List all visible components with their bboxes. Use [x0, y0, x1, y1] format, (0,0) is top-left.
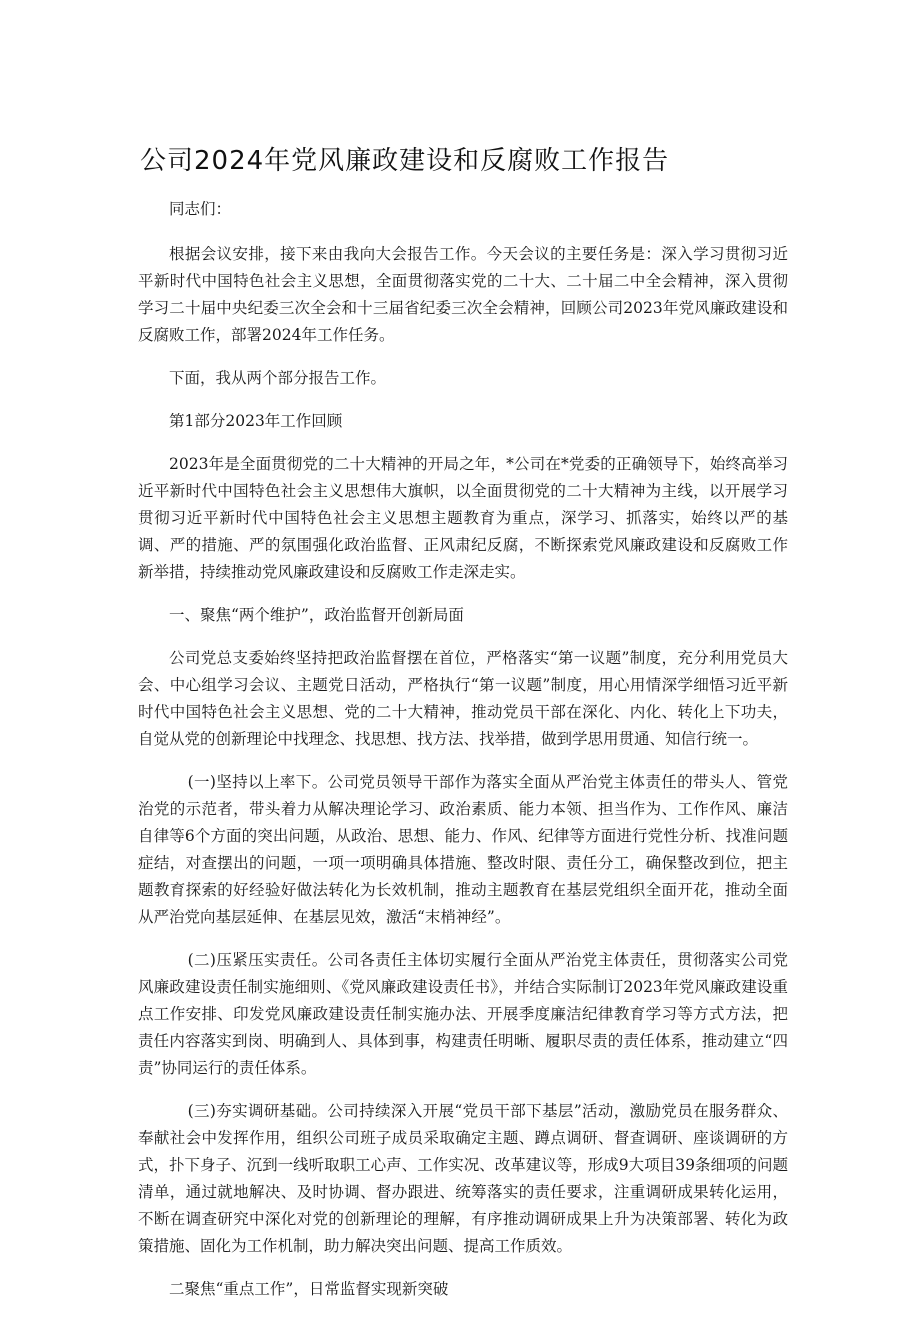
paragraph-outline: 下面，我从两个部分报告工作。 — [169, 369, 387, 387]
subsection-3: (三)夯实调研基础。公司持续深入开展“党员干部下基层”活动，激励党员在服务群众、奉献社会中发挥作用，组织公司班子成员采取确定主题、蹲点调研、督查调研、座谈调研的方式，扑下身子、沉到一线听取职工心声、工作实况、改革建议等，形成9大项目39条细项的问题清单，通过就地解决、及时协调、督办跟进、统筹落实的责任要求，注重调研成果转化运用，不断在调查研究中深化对党的创新理论的理解，有序推动调研成果上升为决策部署、转化为政策措施、固化为工作机制，助力解决突出问题、提高工作质效。 — [138, 1102, 788, 1255]
section-heading-2: 二聚焦“重点工作”，日常监督实现新突破 — [169, 1280, 449, 1298]
subsection-1: (一)坚持以上率下。公司党员领导干部作为落实全面从严治党主体责任的带头人、管党治党的示范者，带头着力从解决理论学习、政治素质、能力本领、担当作为、工作作风、廉洁自律等6个方面的突出问题，从政治、思想、能力、作风、纪律等方面进行党性分析、找准问题症结，对查摆出的问题，一项一项明确具体措施、整改时限、责任分工，确保整改到位，把主题教育探索的好经验好做法转化为长效机制，推动主题教育在基层党组织全面开花，推动全面从严治党向基层延伸、在基层见效，激活“末梢神经”。 — [138, 773, 788, 926]
paragraph-intro: 根据会议安排，接下来由我向大会报告工作。今天会议的主要任务是：深入学习贯彻习近平新时代中国特色社会主义思想，全面贯彻落实党的二十大、二十届二中全会精神，深入贯彻学习二十届中央纪委三次全会和十三届省纪委三次全会精神，回顾公司2023年党风廉政建设和反腐败工作，部署2024年工作任务。 — [138, 245, 788, 344]
part-heading: 第1部分2023年工作回顾 — [169, 412, 343, 430]
paragraph-political-supervision: 公司党总支委始终坚持把政治监督摆在首位，严格落实“第一议题”制度，充分利用党员大会、中心组学习会议、主题党日活动，严格执行“第一议题”制度，用心用情深学细悟习近平新时代中国特色社会主义思想、党的二十大精神，推动党员干部在深化、内化、转化上下功夫，自觉从党的创新理论中找理念、找思想、找方法、找举措，做到学思用贯通、知信行统一。 — [138, 649, 788, 748]
document-body — [138, 196, 788, 1319]
paragraph-review: 2023年是全面贯彻党的二十大精神的开局之年，*公司在*党委的正确领导下，始终高举习近平新时代中国特色社会主义思想伟大旗帜，以全面贯彻党的二十大精神为主线，以开展学习贯彻习近平新时代中国特色社会主义思想主题教育为重点，深学习、抓落实，始终以严的基调、严的措施、严的氛围强化政治监督、正风肃纪反腐，不断探索党风廉政建设和反腐败工作新举措，持续推动党风廉政建设和反腐败工作走深走实。 — [138, 455, 788, 581]
document-title: 公司2024年党风廉政建设和反腐败工作报告 — [140, 146, 670, 176]
section-heading-1: 一、聚焦“两个维护”，政治监督开创新局面 — [169, 606, 464, 624]
subsection-2: (二)压紧压实责任。公司各责任主体切实履行全面从严治党主体责任，贯彻落实公司党风廉政建设责任制实施细则、《党风廉政建设责任书》，并结合实际制订2023年党风廉政建设重点工作安排、印发党风廉政建设责任制实施办法、开展季度廉洁纪律教育学习等方式方法，把责任内容落实到岗、明确到人、具体到事，构建责任明晰、履职尽责的责任体系，推动建立“四责”协同运行的责任体系。 — [138, 951, 788, 1077]
salutation: 同志们： — [169, 200, 232, 218]
